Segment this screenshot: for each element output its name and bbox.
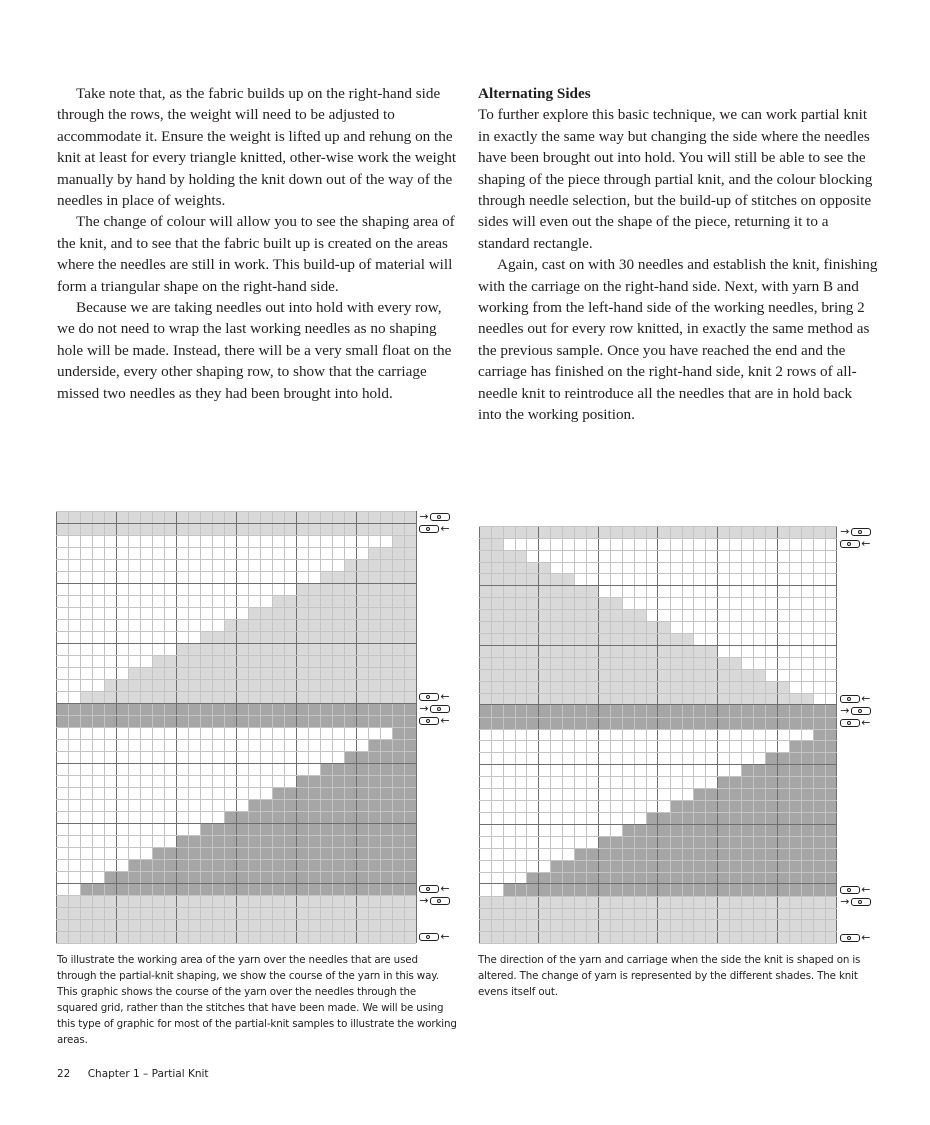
knit-grid-chart-alternating-sides xyxy=(479,524,871,944)
minor-gridline xyxy=(479,597,837,598)
minor-gridline xyxy=(479,919,837,920)
minor-gridline xyxy=(479,812,837,813)
minor-gridline xyxy=(526,526,527,944)
minor-gridline xyxy=(56,511,416,512)
minor-gridline xyxy=(479,836,837,837)
minor-gridline xyxy=(479,740,837,741)
minor-gridline xyxy=(56,727,416,728)
minor-gridline xyxy=(56,943,416,944)
carriage-left-arrow-icon: ← xyxy=(419,716,451,726)
minor-gridline xyxy=(479,693,837,694)
minor-gridline xyxy=(56,799,416,800)
minor-gridline xyxy=(479,872,837,873)
minor-gridline xyxy=(56,931,416,932)
minor-gridline xyxy=(479,681,837,682)
minor-gridline xyxy=(586,526,587,944)
minor-gridline xyxy=(825,526,826,944)
carriage-left-arrow-icon: ← xyxy=(419,932,451,942)
major-gridline xyxy=(538,526,539,944)
major-gridline xyxy=(56,703,416,704)
minor-gridline xyxy=(562,526,563,944)
carriage-right-arrow-icon: → xyxy=(839,897,871,907)
minor-gridline xyxy=(693,526,694,944)
minor-gridline xyxy=(56,859,416,860)
minor-gridline xyxy=(56,679,416,680)
right-text-column xyxy=(478,83,878,426)
minor-gridline xyxy=(56,571,416,572)
chapter-title: Chapter 1 – Partial Knit xyxy=(87,1068,209,1080)
body-paragraph: Again, cast on with 30 needles and establish the knit, finishing with the carriage on the right-hand side. Next, with yarn B and working from the left-hand side of the working needles, bring 2 needles out for every row knitted, in exactly the same method as the previous sample. Once you have reached the end and the carriage has finished on the right-hand side, knit 2 rows of all-needle knit to reintroduce all the needles that are in hold back into the working position. xyxy=(478,256,878,424)
minor-gridline xyxy=(56,667,416,668)
minor-gridline xyxy=(670,526,671,944)
minor-gridline xyxy=(789,526,790,944)
minor-gridline xyxy=(56,847,416,848)
minor-gridline xyxy=(56,631,416,632)
minor-gridline xyxy=(56,535,416,536)
body-paragraph: The change of colour will allow you to see the shaping area of the knit, and to see that the fabric built up is created on the areas where the needles are still in work. This build-up of material will form a triangular shape on the right-hand side. xyxy=(57,213,455,295)
minor-gridline xyxy=(479,908,837,909)
minor-gridline xyxy=(56,919,416,920)
minor-gridline xyxy=(56,715,416,716)
major-gridline xyxy=(836,526,837,944)
minor-gridline xyxy=(56,895,416,896)
carriage-right-arrow-icon: → xyxy=(839,527,871,537)
body-paragraph: Because we are taking needles out into hold with every row, we do not need to wrap the last working needles as no shaping hole will be made. Instead, there will be a very small float on the underside, every other shaping row, to show that the carriage missed two needles as they had been brought into hold. xyxy=(57,299,452,402)
major-gridline xyxy=(657,526,658,944)
minor-gridline xyxy=(56,811,416,812)
minor-gridline xyxy=(550,526,551,944)
major-gridline xyxy=(479,824,837,825)
minor-gridline xyxy=(56,547,416,548)
major-gridline xyxy=(479,585,837,586)
minor-gridline xyxy=(646,526,647,944)
minor-gridline xyxy=(479,573,837,574)
minor-gridline xyxy=(729,526,730,944)
minor-gridline xyxy=(479,896,837,897)
minor-gridline xyxy=(682,526,683,944)
minor-gridline xyxy=(479,943,837,944)
section-heading: Alternating Sides xyxy=(478,85,591,102)
major-gridline xyxy=(479,883,837,884)
minor-gridline xyxy=(479,848,837,849)
figure-caption-left: To illustrate the working area of the yarn over the needles that are used through the partial-knit shaping, we show the course of the yarn in this way. This graphic shows the course of the yarn over the needles through the squared grid, rather than the stitches that have been made. We will be using this type of graphic for most of the partial-knit samples to illustrate the working areas. xyxy=(57,954,457,1046)
carriage-left-arrow-icon: ← xyxy=(419,884,451,894)
minor-gridline xyxy=(503,526,504,944)
minor-gridline xyxy=(479,609,837,610)
major-gridline xyxy=(479,704,837,705)
minor-gridline xyxy=(574,526,575,944)
carriage-left-arrow-icon: ← xyxy=(840,694,872,704)
figure-caption-right: The direction of the yarn and carriage when the side the knit is shaped on is altered. The change of yarn is represented by the different shades. The knit evens itself out. xyxy=(478,954,861,998)
minor-gridline xyxy=(479,621,837,622)
minor-gridline xyxy=(479,550,837,551)
minor-gridline xyxy=(56,751,416,752)
major-gridline xyxy=(479,645,837,646)
minor-gridline xyxy=(479,788,837,789)
minor-gridline xyxy=(479,669,837,670)
major-gridline xyxy=(479,526,480,944)
minor-gridline xyxy=(741,526,742,944)
minor-gridline xyxy=(479,717,837,718)
minor-gridline xyxy=(56,559,416,560)
minor-gridline xyxy=(479,752,837,753)
major-gridline xyxy=(479,764,837,765)
major-gridline xyxy=(56,643,416,644)
minor-gridline xyxy=(479,657,837,658)
body-paragraph: Take note that, as the fabric builds up on the right-hand side through the rows, the weight will need to be adjusted to accommodate it. Ensure the weight is lifted up and rehung on the knit at least for every triangle knitted, other-wise work the weight manually by hand by holding the knit down out of the way of the needles in place of weights. xyxy=(57,85,457,210)
minor-gridline xyxy=(56,607,416,608)
minor-gridline xyxy=(56,871,416,872)
minor-gridline xyxy=(705,526,706,944)
minor-gridline xyxy=(56,739,416,740)
minor-gridline xyxy=(801,526,802,944)
minor-gridline xyxy=(491,526,492,944)
major-gridline xyxy=(717,526,718,944)
major-gridline xyxy=(777,526,778,944)
minor-gridline xyxy=(56,775,416,776)
carriage-left-arrow-icon: ← xyxy=(840,885,872,895)
left-text-column xyxy=(57,83,457,404)
minor-gridline xyxy=(56,595,416,596)
minor-gridline xyxy=(479,562,837,563)
minor-gridline xyxy=(479,729,837,730)
carriage-right-arrow-icon: → xyxy=(839,706,871,716)
body-paragraph: To further explore this basic technique, we can work partial knit in exactly the same way but changing the side where the needles have been brought out into hold. You will still be able to see the shaping of the piece through partial knit, and the colour blocking through needle selection, but the build-up of stitches on opposite sides will even out the shape of the piece, returning it to a standard rectangle. xyxy=(478,106,873,252)
major-gridline xyxy=(56,583,416,584)
minor-gridline xyxy=(479,776,837,777)
minor-gridline xyxy=(56,619,416,620)
minor-gridline xyxy=(479,800,837,801)
carriage-right-arrow-icon: → xyxy=(418,512,450,522)
minor-gridline xyxy=(610,526,611,944)
minor-gridline xyxy=(479,538,837,539)
minor-gridline xyxy=(56,907,416,908)
carriage-left-arrow-icon: ← xyxy=(840,718,872,728)
major-gridline xyxy=(56,823,416,824)
carriage-right-arrow-icon: → xyxy=(418,704,450,714)
page-number: 22 xyxy=(57,1068,71,1080)
minor-gridline xyxy=(479,931,837,932)
minor-gridline xyxy=(56,691,416,692)
minor-gridline xyxy=(515,526,516,944)
minor-gridline xyxy=(813,526,814,944)
carriage-right-arrow-icon: → xyxy=(418,896,450,906)
carriage-left-arrow-icon: ← xyxy=(840,539,872,549)
carriage-left-arrow-icon: ← xyxy=(840,933,872,943)
minor-gridline xyxy=(56,655,416,656)
minor-gridline xyxy=(56,787,416,788)
knit-grid-chart-one-side xyxy=(56,510,450,943)
minor-gridline xyxy=(634,526,635,944)
carriage-left-arrow-icon: ← xyxy=(419,524,451,534)
minor-gridline xyxy=(622,526,623,944)
carriage-left-arrow-icon: ← xyxy=(419,692,451,702)
minor-gridline xyxy=(765,526,766,944)
major-gridline xyxy=(56,523,416,524)
major-gridline xyxy=(56,763,416,764)
minor-gridline xyxy=(479,860,837,861)
minor-gridline xyxy=(479,526,837,527)
major-gridline xyxy=(598,526,599,944)
page-footer xyxy=(57,1068,209,1080)
minor-gridline xyxy=(753,526,754,944)
major-gridline xyxy=(56,883,416,884)
minor-gridline xyxy=(56,835,416,836)
minor-gridline xyxy=(479,633,837,634)
